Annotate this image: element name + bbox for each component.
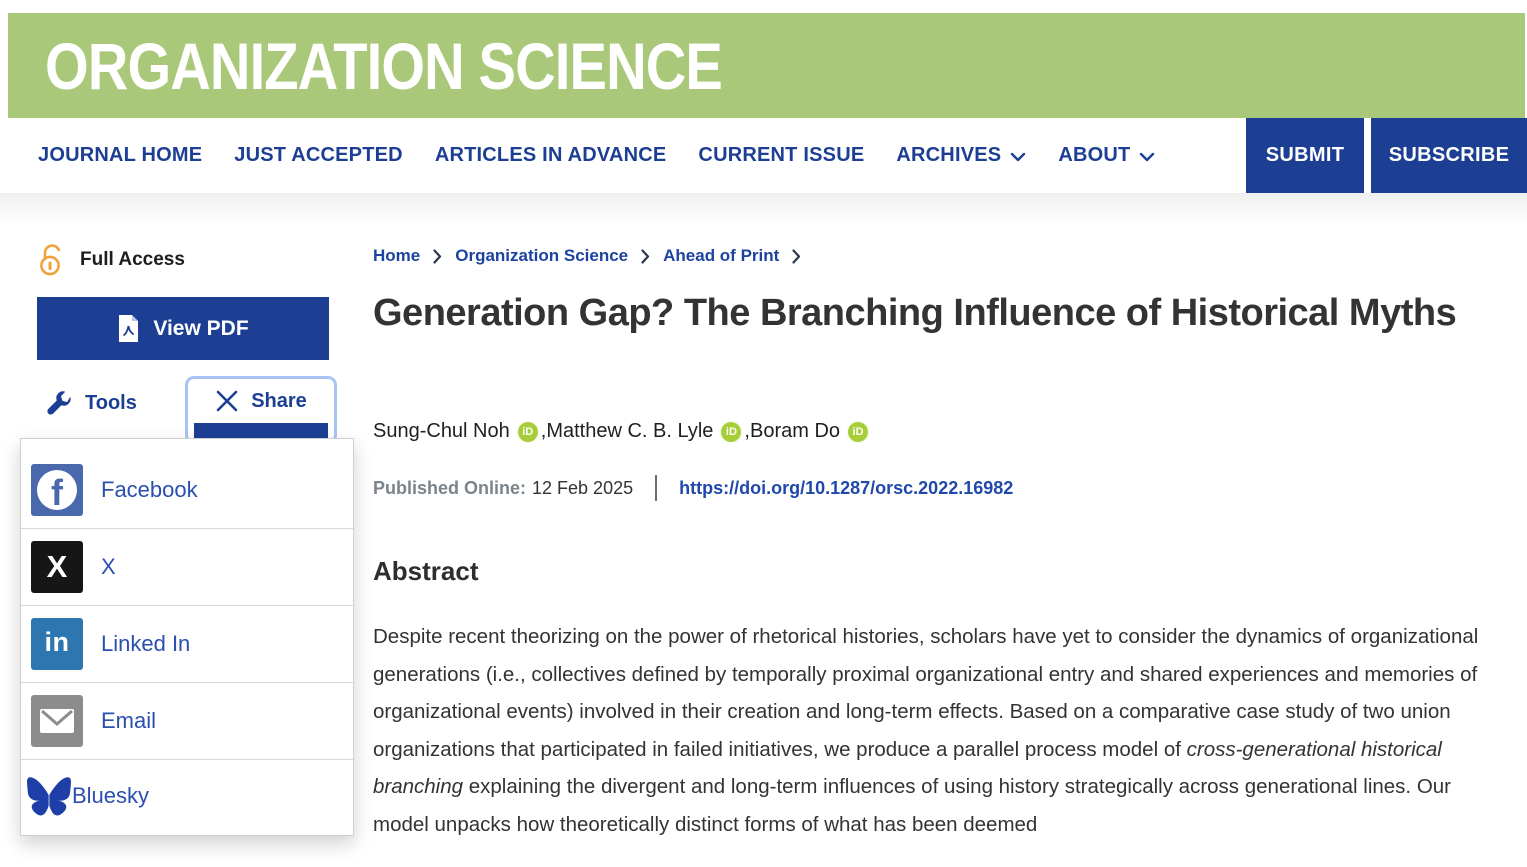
- nav-item-just-accepted[interactable]: [234, 144, 403, 167]
- nav-item-label: ARCHIVES: [896, 144, 1002, 166]
- share-menu-item-bluesky[interactable]: [21, 759, 353, 832]
- bluesky-butterfly-icon: [27, 777, 71, 816]
- orcid-icon[interactable]: iD: [847, 421, 869, 443]
- abstract-part3: explaining the divergent and long-term influences of using history strategically across generational lines. Our model unpacks how theoretically distinct forms of what has been deemed: [373, 775, 1452, 836]
- share-menu-item-facebook[interactable]: [21, 451, 353, 528]
- chevron-right-icon: [433, 249, 442, 264]
- facebook-icon: f: [31, 464, 83, 516]
- nav-item-label: ABOUT: [1058, 144, 1131, 166]
- published-online-label: Published Online:: [373, 477, 527, 498]
- abstract-heading: Abstract: [373, 556, 479, 586]
- nav-item-label: ARTICLES IN ADVANCE: [434, 144, 667, 166]
- abstract-italic-phrase: cross-generational historical branching: [373, 737, 1442, 798]
- share-menu-item-email[interactable]: [21, 682, 353, 759]
- author-separator: ,: [744, 420, 750, 442]
- nav-item-archives[interactable]: [896, 144, 1026, 167]
- orcid-icon[interactable]: iD: [720, 421, 742, 443]
- author-name[interactable]: Matthew C. B. Lyle: [546, 420, 714, 442]
- access-badge: [37, 243, 185, 276]
- divider: [655, 475, 657, 501]
- share-item-label: Linked In: [101, 631, 191, 656]
- nav-item-journal-home[interactable]: [38, 144, 202, 167]
- author-name[interactable]: Boram Do: [749, 420, 841, 442]
- chevron-right-icon: [641, 249, 650, 264]
- abstract-part1: Despite recent theorizing on the power of rhetorical histories, scholars have yet to consider the dynamics of organizational generations (i.e., collectives defined by temporally proximal organizational entry and shared experiences and memories of organizational events) involved in their creation and long-term effects. Based on a comparative case study of two union organizations that participated in failed initiatives, we produce a parallel process model of: [373, 625, 1479, 761]
- submit-button[interactable]: SUBMIT: [1246, 118, 1364, 193]
- published-date: 12 Feb 2025: [532, 477, 634, 498]
- author-list: [373, 420, 871, 443]
- orcid-icon[interactable]: iD: [517, 421, 539, 443]
- share-button-highlight-bar: [194, 423, 328, 438]
- view-pdf-label: View PDF: [153, 316, 249, 340]
- chevron-right-icon: [792, 249, 801, 264]
- nav-item-current-issue[interactable]: [698, 144, 864, 167]
- share-item-label: Email: [101, 708, 157, 733]
- share-menu-item-linkedin[interactable]: [21, 605, 353, 682]
- nav-item-articles-in-advance[interactable]: [435, 144, 667, 167]
- author-name[interactable]: Sung-Chul Noh: [373, 420, 510, 442]
- chevron-down-icon: [1139, 149, 1155, 162]
- share-menu: [20, 438, 354, 836]
- main-navbar: [8, 118, 1527, 193]
- view-pdf-button[interactable]: [37, 297, 329, 360]
- share-item-label: Facebook: [101, 476, 198, 502]
- share-item-label: Bluesky: [72, 783, 150, 808]
- breadcrumb-home[interactable]: Home: [373, 246, 421, 265]
- share-label: Share: [251, 389, 307, 412]
- x-logo-icon: X: [31, 541, 83, 593]
- nav-item-label: JOURNAL HOME: [38, 144, 203, 166]
- access-badge-label: Full Access: [80, 248, 185, 270]
- nav-links: [38, 118, 1155, 193]
- article-title: Generation Gap? The Branching Influence of Historical Myths: [373, 292, 1457, 334]
- journal-masthead: [8, 13, 1525, 118]
- wrench-icon: [45, 390, 72, 417]
- doi-link[interactable]: https://doi.org/10.1287/orsc.2022.16982: [679, 477, 1014, 498]
- share-item-label: X: [101, 554, 116, 579]
- chevron-down-icon: [1010, 149, 1026, 162]
- breadcrumb: [373, 246, 801, 266]
- nav-item-label: CURRENT ISSUE: [698, 144, 865, 166]
- publication-info: [373, 475, 1013, 501]
- linkedin-icon: in: [31, 618, 83, 670]
- abstract-text: [373, 618, 1498, 843]
- tools-label: Tools: [85, 392, 137, 414]
- nav-action-buttons: [1246, 118, 1527, 193]
- author-separator: ,: [540, 420, 547, 442]
- open-access-lock-icon: [37, 243, 64, 276]
- share-cross-icon: [215, 389, 239, 413]
- nav-item-about[interactable]: [1058, 144, 1155, 167]
- pdf-file-icon: [117, 314, 140, 343]
- nav-item-label: JUST ACCEPTED: [234, 144, 403, 166]
- email-envelope-icon: [31, 695, 83, 747]
- journal-title[interactable]: ORGANIZATION SCIENCE: [45, 28, 722, 103]
- header-shadow-strip: [0, 193, 1527, 225]
- share-menu-item-x[interactable]: [21, 528, 353, 605]
- breadcrumb-journal[interactable]: Organization Science: [455, 246, 629, 265]
- tools-button[interactable]: [45, 390, 137, 417]
- share-button[interactable]: [185, 376, 337, 444]
- breadcrumb-ahead-of-print[interactable]: Ahead of Print: [663, 246, 780, 265]
- subscribe-button[interactable]: SUBSCRIBE: [1371, 118, 1527, 193]
